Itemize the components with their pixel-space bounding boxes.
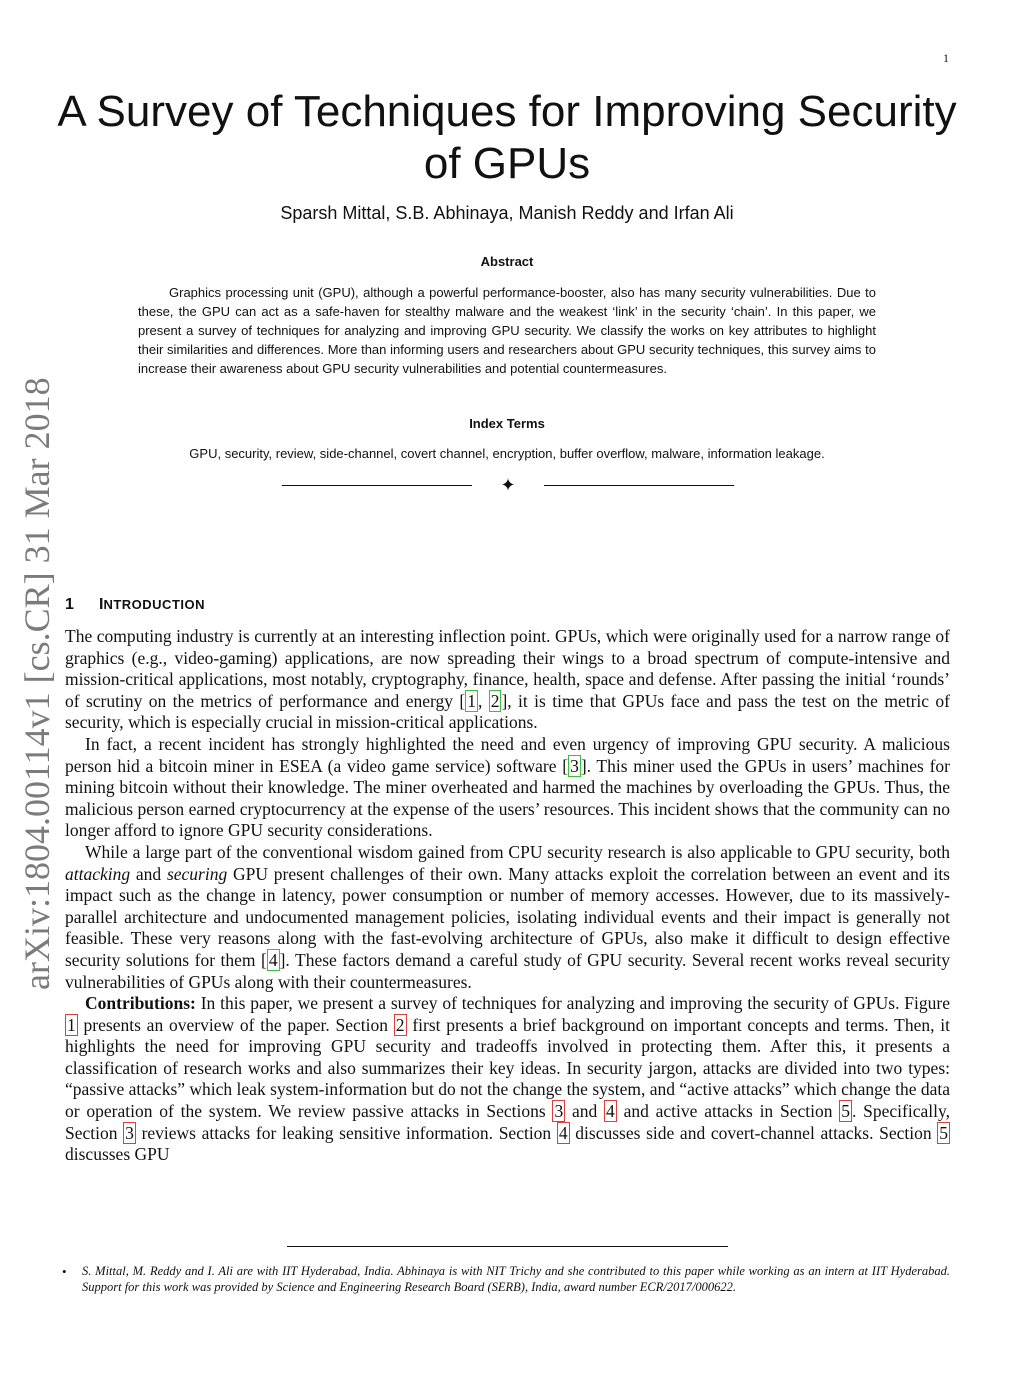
section-link[interactable]: 5	[939, 1122, 949, 1143]
contributions-label: Contributions:	[85, 993, 196, 1014]
section-link[interactable]: 5	[841, 1101, 850, 1122]
index-terms-heading: Index Terms	[469, 416, 545, 431]
section-link[interactable]: 4	[606, 1101, 615, 1122]
section-divider	[282, 475, 734, 497]
section-link[interactable]: 4	[558, 1122, 568, 1143]
abstract-text: Graphics processing unit (GPU), although a powerful performance-booster, also has many security vulnerabilities. Due to these, the GPU can act as a safe-haven for stealthy malware and the weakest ‘link’ in the security ‘chain’. In this paper, we present a survey of techniques for analyzing and improving GPU security. We classify the works on key attributes to highlight their similarities and differences. More than informing users and researchers about GPU security techniques, this survey aims to increase their awareness about GPU security vulnerabilities and potential countermeasures.	[138, 285, 876, 376]
section-link[interactable]: 2	[395, 1014, 405, 1035]
four-point-star-icon: ✦	[500, 475, 516, 496]
footnote-text: S. Mittal, M. Reddy and I. Ali are with IIT Hyderabad, India. Abhinaya is with NIT Trichy and she contributed to this paper while working as an intern at IIT Hyderabad. Support for this work was provided by Science and Engineering Research Board (SERB), India, award number ECR/2017/000622.	[82, 1264, 950, 1294]
paragraph-4: Contributions: In this paper, we present a survey of techniques for analyzing and improving the security of GPUs. Figure 1 presents an overview of the paper. Section 2 first presents a brief background on important concepts and terms. Then, it highlights the need for improving GPU security and tradeoffs involved in protecting them. After this, it presents a classification of research works and also summarizes their key ideas. In security jargon, attacks are divided into two types: “passive attacks” which leak system-information but do not the change the system, and “active attacks” which change the data or operation of the system. We review passive attacks in Sections 3 and 4 and active attacks in Section 5 . Specifically, Section 3 reviews attacks for leaking sensitive information. Section 4 discusses side and covert-channel attacks. Section 5 discusses GPU	[65, 993, 950, 1165]
figure-link[interactable]: 1	[67, 1014, 76, 1035]
citation-link[interactable]: 3	[570, 755, 579, 776]
divider-rule-right	[544, 485, 734, 486]
abstract-heading: Abstract	[480, 254, 534, 269]
arxiv-identifier: arXiv:1804.00114v1 [cs.CR] 31 Mar 2018	[17, 377, 57, 990]
author-list: Sparsh Mittal, S.B. Abhinaya, Manish Reddy and Irfan Ali	[280, 203, 734, 223]
section-link[interactable]: 3	[125, 1122, 134, 1143]
section-title-rest: NTRODUCTION	[103, 597, 205, 612]
paragraph-2: In fact, a recent incident has strongly highlighted the need and even urgency of improving GPU security. A malicious person hid a bitcoin miner in ESEA (a video game service) software [ 3 ]. This miner used the GPUs in users’ machines for mining bitcoin without their knowledge. The miner overheated and harmed the machines by overloading the GPUs. Thus, the malicious person earned cryptocurrency at the expense of the users’ resources. This incident shows that the community can no longer afford to ignore GPU security considerations.	[65, 733, 950, 841]
footnote-rule	[287, 1246, 728, 1247]
index-terms-text: GPU, security, review, side-channel, covert channel, encryption, buffer overflow, malware, information leakage.	[189, 446, 825, 461]
divider-rule-left	[282, 485, 472, 486]
page-number: 1	[943, 51, 949, 65]
paragraph-1: The computing industry is currently at an interesting inflection point. GPUs, which were originally used for a narrow range of graphics (e.g., video-gaming) applications, are now spreading their wings to a broad spectrum of compute-intensive and mission-critical applications, most notably, cryptography, finance, health, space and defense. After passing the initial ‘rounds’ of scrutiny on the metrics of performance and energy [ 1 , 2 ], it is time that GPUs face and pass the test on the metric of security, which is especially crucial in mission-critical applications.	[65, 626, 950, 733]
section-link[interactable]: 3	[554, 1101, 564, 1122]
section-title-initial: I	[99, 596, 104, 613]
section-heading	[65, 596, 205, 614]
paper-title: A Survey of Techniques for Improving Security of GPUs	[57, 87, 957, 188]
citation-link[interactable]: 2	[490, 690, 500, 711]
citation-link[interactable]: 4	[268, 949, 278, 970]
bullet-icon: •	[62, 1264, 67, 1279]
citation-link[interactable]: 1	[467, 690, 476, 711]
footnote	[62, 1264, 950, 1295]
body-text	[65, 626, 950, 1166]
section-number: 1	[65, 596, 74, 613]
paragraph-3: While a large part of the conventional wisdom gained from CPU security research is also applicable to GPU security, both attacking and securing GPU present challenges of their own. Many attacks exploit the correlation between an event and its impact such as the change in latency, power consumption or number of memory accesses. However, due to its massively-parallel architecture and undocumented management policies, isolating individual events and their impact is generally not feasible. These very reasons along with the fast-evolving architecture of GPUs, also make it difficult to design effective security solutions for them [ 4 ]. These factors demand a careful study of GPU security. Several recent works reveal security vulnerabilities of GPUs along with their countermeasures.	[65, 841, 950, 992]
